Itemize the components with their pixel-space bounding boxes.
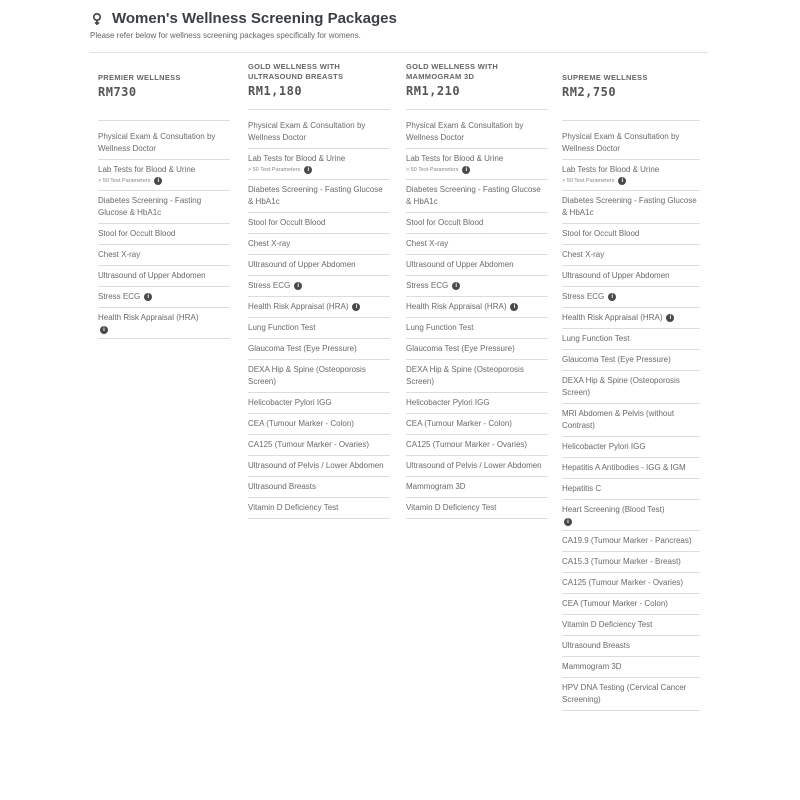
list-item-label: Ultrasound of Upper Abdomen — [248, 260, 356, 269]
list-item-label: CEA (Tumour Marker - Colon) — [248, 419, 354, 428]
list-item — [248, 276, 390, 297]
list-item — [98, 308, 230, 339]
package-header — [562, 73, 700, 119]
list-item — [562, 308, 700, 329]
list-item — [406, 318, 548, 339]
list-item-label: Glaucoma Test (Eye Pressure) — [562, 355, 671, 364]
info-icon[interactable]: i — [462, 166, 470, 174]
list-item-label: CA125 (Tumour Marker - Ovaries) — [406, 440, 528, 449]
list-item-label: Lung Function Test — [562, 334, 630, 343]
package-name: SUPREME WELLNESS — [562, 73, 648, 82]
list-item-label: Lab Tests for Blood & Urine — [406, 154, 504, 163]
list-item — [98, 160, 230, 191]
list-item — [562, 657, 700, 678]
list-item-label: Chest X-ray — [406, 239, 449, 248]
list-item-label: Ultrasound of Pelvis / Lower Abdomen — [406, 461, 542, 470]
list-item-label: Helicobacter Pylori IGG — [562, 442, 646, 451]
list-item-label: Stress ECG — [98, 292, 141, 301]
list-item — [248, 339, 390, 360]
list-item — [406, 414, 548, 435]
list-item-label: Heart Screening (Blood Test) — [562, 505, 665, 514]
lab-tests-subtext-label: > 50 Test Parameters — [406, 167, 459, 173]
list-item-label: Helicobacter Pylori IGG — [248, 398, 332, 407]
list-item-label: DEXA Hip & Spine (Osteoporosis Screen) — [248, 365, 366, 386]
list-item — [406, 213, 548, 234]
list-item-label: CA19.9 (Tumour Marker - Pancreas) — [562, 536, 692, 545]
list-item — [562, 552, 700, 573]
list-item — [406, 393, 548, 414]
list-item-label: Hepatitis C — [562, 484, 602, 493]
list-item — [406, 477, 548, 498]
list-item-label: Diabetes Screening - Fasting Glucose & HbA1c — [406, 185, 541, 206]
list-item-label: Chest X-ray — [248, 239, 291, 248]
list-item-label: Ultrasound of Upper Abdomen — [406, 260, 514, 269]
list-item — [98, 224, 230, 245]
list-item-label: Vitamin D Deficiency Test — [562, 620, 653, 629]
list-item-label: DEXA Hip & Spine (Osteoporosis Screen) — [562, 376, 680, 397]
header-divider — [90, 52, 708, 53]
list-item — [248, 318, 390, 339]
list-item-label: Mammogram 3D — [406, 482, 466, 491]
list-item-label: DEXA Hip & Spine (Osteoporosis Screen) — [406, 365, 524, 386]
list-item-label: Lab Tests for Blood & Urine — [248, 154, 346, 163]
list-item-label: Hepatitis A Antibodies - IGG & IGM — [562, 463, 686, 472]
list-item-label: Lung Function Test — [406, 323, 474, 332]
list-item — [406, 339, 548, 360]
package-price: RM2,750 — [562, 85, 617, 99]
list-item-label: Stool for Occult Blood — [562, 229, 640, 238]
list-item — [406, 360, 548, 393]
list-item-label: Diabetes Screening - Fasting Glucose & HbA1c — [98, 196, 202, 217]
package-items-list — [248, 116, 390, 519]
list-item — [562, 329, 700, 350]
list-item-label: Vitamin D Deficiency Test — [248, 503, 339, 512]
list-item — [248, 149, 390, 180]
package-name: PREMIER WELLNESS — [98, 73, 181, 82]
list-item-label: Chest X-ray — [562, 250, 605, 259]
list-item-label: Physical Exam & Consultation by Wellness Doctor — [248, 121, 366, 142]
list-item-label: Chest X-ray — [98, 250, 141, 259]
female-symbol-icon — [90, 12, 104, 26]
list-item-label: Ultrasound of Upper Abdomen — [98, 271, 206, 280]
list-item — [248, 435, 390, 456]
list-item — [562, 160, 700, 191]
list-item — [562, 350, 700, 371]
list-item-label: CA125 (Tumour Marker - Ovaries) — [562, 578, 684, 587]
info-icon[interactable]: i — [608, 293, 616, 301]
list-item — [562, 191, 700, 224]
list-item-label: Lab Tests for Blood & Urine — [98, 165, 196, 174]
list-item — [406, 116, 548, 149]
package-header-divider — [248, 109, 390, 110]
info-icon[interactable]: i — [100, 326, 108, 334]
list-item — [98, 191, 230, 224]
list-item-label: Diabetes Screening - Fasting Glucose & HbA1c — [562, 196, 697, 217]
lab-tests-subtext — [406, 165, 548, 175]
list-item — [562, 437, 700, 458]
list-item — [562, 615, 700, 636]
info-icon[interactable]: i — [304, 166, 312, 174]
list-item — [98, 266, 230, 287]
list-item — [406, 435, 548, 456]
info-icon[interactable]: i — [352, 303, 360, 311]
package-items-list — [406, 116, 548, 519]
list-item — [406, 456, 548, 477]
lab-tests-subtext-label: > 50 Test Parameters — [562, 178, 615, 184]
list-item-label: Physical Exam & Consultation by Wellness Doctor — [98, 132, 216, 153]
info-icon[interactable]: i — [618, 177, 626, 185]
list-item — [406, 149, 548, 180]
list-item — [98, 127, 230, 160]
package-items-list — [562, 127, 700, 711]
package-column — [248, 60, 390, 519]
list-item — [248, 477, 390, 498]
list-item-label: HPV DNA Testing (Cervical Cancer Screening) — [562, 683, 687, 704]
list-item — [406, 498, 548, 519]
list-item — [562, 458, 700, 479]
list-item — [562, 531, 700, 552]
list-item — [248, 414, 390, 435]
list-item-label: Ultrasound Breasts — [562, 641, 631, 650]
list-item — [562, 224, 700, 245]
list-item — [562, 636, 700, 657]
list-item — [562, 500, 700, 531]
info-icon[interactable]: i — [510, 303, 518, 311]
list-item — [248, 456, 390, 477]
list-item-label: Stress ECG — [248, 281, 291, 290]
list-item — [562, 594, 700, 615]
list-item — [98, 245, 230, 266]
list-item — [562, 266, 700, 287]
list-item-label: Physical Exam & Consultation by Wellness Doctor — [562, 132, 680, 153]
package-name: GOLD WELLNESS WITH ULTRASOUND BREASTS — [248, 62, 344, 81]
package-column — [562, 60, 700, 711]
list-item — [562, 573, 700, 594]
page-header — [90, 10, 710, 40]
list-item-label: CA125 (Tumour Marker - Ovaries) — [248, 440, 370, 449]
package-header — [406, 62, 548, 108]
info-icon[interactable]: i — [666, 314, 674, 322]
list-item — [406, 234, 548, 255]
list-item — [562, 245, 700, 266]
list-item — [248, 180, 390, 213]
package-column — [98, 60, 230, 339]
list-item — [248, 116, 390, 149]
lab-tests-subtext-label: > 50 Test Parameters — [98, 178, 151, 184]
lab-tests-subtext — [248, 165, 390, 175]
package-items-list — [98, 127, 230, 339]
page-title-row — [90, 10, 710, 27]
list-item-label: Ultrasound Breasts — [248, 482, 317, 491]
list-item-label: Stool for Occult Blood — [98, 229, 176, 238]
list-item — [562, 127, 700, 160]
list-item-label: MRI Abdomen & Pelvis (without Contrast) — [562, 409, 675, 430]
list-item-label: Stress ECG — [562, 292, 605, 301]
list-item-label: Glaucoma Test (Eye Pressure) — [248, 344, 357, 353]
list-item — [406, 276, 548, 297]
page-subtitle: Please refer below for wellness screening packages specifically for womens. — [90, 31, 361, 40]
list-item — [562, 404, 700, 437]
list-item-label: Glaucoma Test (Eye Pressure) — [406, 344, 515, 353]
list-item — [248, 255, 390, 276]
list-item-label: Physical Exam & Consultation by Wellness Doctor — [406, 121, 524, 142]
list-item-label: CA15.3 (Tumour Marker - Breast) — [562, 557, 681, 566]
list-item — [248, 498, 390, 519]
list-item-label: CEA (Tumour Marker - Colon) — [406, 419, 512, 428]
list-item — [248, 297, 390, 318]
list-item-label: Lab Tests for Blood & Urine — [562, 165, 660, 174]
info-icon[interactable]: i — [452, 282, 460, 290]
package-header-divider — [562, 120, 700, 121]
page-title: Women's Wellness Screening Packages — [112, 10, 397, 27]
list-item-label: CEA (Tumour Marker - Colon) — [562, 599, 668, 608]
list-item — [562, 287, 700, 308]
list-item-label: Stool for Occult Blood — [248, 218, 326, 227]
list-item-label: Health Risk Appraisal (HRA) — [248, 302, 349, 311]
package-header — [98, 73, 230, 119]
list-item-label: Health Risk Appraisal (HRA) — [406, 302, 507, 311]
lab-tests-subtext-label: > 50 Test Parameters — [248, 167, 301, 173]
info-icon[interactable]: i — [144, 293, 152, 301]
list-item — [248, 360, 390, 393]
package-header-divider — [406, 109, 548, 110]
package-header-divider — [98, 120, 230, 121]
info-icon[interactable]: i — [294, 282, 302, 290]
list-item-label: Diabetes Screening - Fasting Glucose & HbA1c — [248, 185, 383, 206]
list-item — [562, 678, 700, 711]
list-item — [248, 234, 390, 255]
list-item-label: Mammogram 3D — [562, 662, 622, 671]
list-item — [406, 180, 548, 213]
list-item-label: Vitamin D Deficiency Test — [406, 503, 497, 512]
list-item — [406, 255, 548, 276]
info-icon[interactable]: i — [154, 177, 162, 185]
list-item — [98, 287, 230, 308]
package-price: RM1,180 — [248, 84, 303, 98]
package-name: GOLD WELLNESS WITH MAMMOGRAM 3D — [406, 62, 499, 81]
list-item-label: Ultrasound of Pelvis / Lower Abdomen — [248, 461, 384, 470]
list-item — [406, 297, 548, 318]
lab-tests-subtext — [562, 176, 700, 186]
package-header — [248, 62, 390, 108]
package-price: RM730 — [98, 85, 137, 99]
list-item — [248, 393, 390, 414]
list-item-label: Lung Function Test — [248, 323, 316, 332]
lab-tests-subtext — [98, 176, 230, 186]
list-item — [562, 371, 700, 404]
package-column — [406, 60, 548, 519]
list-item — [248, 213, 390, 234]
info-icon[interactable]: i — [564, 518, 572, 526]
list-item-label: Health Risk Appraisal (HRA) — [98, 313, 199, 322]
list-item-label: Helicobacter Pylori IGG — [406, 398, 490, 407]
list-item-label: Stool for Occult Blood — [406, 218, 484, 227]
list-item — [562, 479, 700, 500]
package-price: RM1,210 — [406, 84, 461, 98]
list-item-label: Health Risk Appraisal (HRA) — [562, 313, 663, 322]
list-item-label: Stress ECG — [406, 281, 449, 290]
list-item-label: Ultrasound of Upper Abdomen — [562, 271, 670, 280]
